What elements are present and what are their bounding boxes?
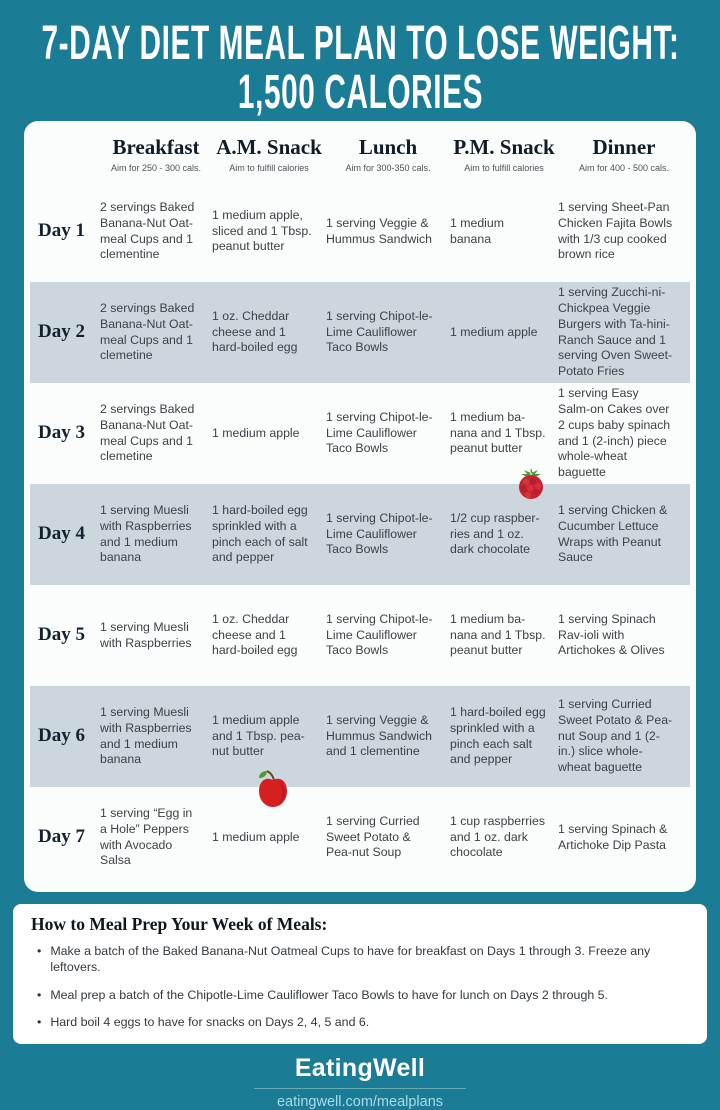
table-row: [24, 484, 696, 585]
breakfast-cell: 2 servings Baked Banana-Nut Oat-meal Cups and 1 clementine: [100, 200, 195, 262]
bullet-text: Meal prep a batch of the Chipotle-Lime Cauliflower Taco Bowls to have for lunch on Days 2 through 5.: [50, 987, 608, 1002]
footer-url: eatingwell.com/mealplans: [276, 1093, 444, 1110]
column-subtitle: Aim for 250 - 300 cals.: [110, 162, 202, 173]
am-snack-cell: 1 medium apple, sliced and 1 Tbsp. peanut butter: [212, 207, 312, 254]
meal-plan-table-card: [24, 121, 696, 892]
breakfast-cell: 2 servings Baked Banana-Nut Oat-meal Cups and 1 clemetine: [100, 301, 195, 363]
am-snack-cell: 1 medium apple: [212, 829, 300, 844]
column-subtitle: Aim to fulfill calories: [464, 162, 544, 173]
dinner-cell: 1 serving Curried Sweet Potato & Pea-nut Soup and 1 (2-in.) slice whole-wheat baguette: [558, 697, 673, 775]
column-label: P.M. Snack: [453, 134, 555, 159]
meal-prep-bullet: [37, 1014, 689, 1030]
dinner-cell: 1 serving Zucchi-ni-Chickpea Veggie Burgers with Ta-hini-Ranch Sauce and 1 serving Oven Sweet-Potato Fries: [558, 285, 673, 378]
pm-snack-cell: 1/2 cup raspber-ries and 1 oz. dark chocolate: [450, 510, 540, 557]
breakfast-cell: 1 serving “Egg in a Hole” Peppers with Avocado Salsa: [100, 806, 193, 868]
lunch-cell: 1 serving Chipot-le-Lime Cauliflower Taco Bowls: [326, 409, 433, 456]
day-label: Day 5: [38, 624, 85, 646]
breakfast-cell: 1 serving Muesli with Raspberries and 1 medium banana: [100, 503, 192, 565]
pm-snack-cell: 1 cup raspberries and 1 oz. dark chocolate: [450, 813, 546, 860]
meal-prep-bullet: [37, 943, 689, 976]
lunch-cell: 1 serving Chipot-le-Lime Cauliflower Taco Bowls: [326, 611, 433, 658]
meal-table-body: [24, 181, 696, 888]
bullet-text: Make a batch of the Baked Banana-Nut Oatmeal Cups to have for breakfast on Days 1 through 3. Freeze any leftovers.: [50, 944, 651, 975]
column-subtitle: Aim for 300-350 cals.: [345, 162, 431, 173]
column-header: [212, 135, 326, 173]
dinner-cell: 1 serving Spinach & Artichoke Dip Pasta: [558, 821, 668, 852]
dinner-cell: 1 serving Chicken & Cucumber Lettuce Wraps with Peanut Sauce: [558, 503, 668, 565]
meal-prep-title: How to Meal Prep Your Week of Meals:: [31, 914, 328, 934]
day-label: Day 4: [38, 523, 85, 545]
breakfast-cell: 1 serving Muesli with Raspberries and 1 medium banana: [100, 705, 192, 767]
pm-snack-cell: 1 medium apple: [450, 324, 538, 339]
column-header: [100, 135, 212, 173]
column-subtitle: Aim to fulfill calories: [229, 162, 309, 173]
lunch-cell: 1 serving Veggie & Hummus Sandwich and 1 clementine: [326, 712, 432, 759]
meal-prep-section: [13, 904, 707, 1044]
column-header: [450, 135, 558, 173]
eatingwell-logo: EatingWell: [294, 1053, 426, 1082]
footer-divider: [254, 1088, 466, 1089]
day-label: Day 6: [38, 725, 85, 747]
lunch-cell: 1 serving Veggie & Hummus Sandwich: [326, 215, 432, 246]
table-row: [24, 282, 696, 383]
column-label: Breakfast: [112, 134, 200, 159]
pm-snack-cell: 1 medium banana: [450, 215, 504, 246]
table-row: [24, 181, 696, 282]
am-snack-cell: 1 hard-boiled egg sprinkled with a pinch each of salt and pepper: [212, 503, 308, 565]
table-header-row: [24, 126, 696, 181]
am-snack-cell: 1 oz. Cheddar cheese and 1 hard-boiled egg: [212, 308, 298, 355]
am-snack-cell: 1 medium apple: [212, 425, 300, 440]
lunch-cell: 1 serving Curried Sweet Potato & Pea-nut Soup: [326, 813, 420, 860]
lunch-cell: 1 serving Chipot-le-Lime Cauliflower Taco Bowls: [326, 510, 433, 557]
table-row: [24, 787, 696, 888]
table-row: [24, 686, 696, 787]
title-block: [0, 0, 720, 121]
column-header: [326, 135, 450, 173]
breakfast-cell: 2 servings Baked Banana-Nut Oat-meal Cups and 1 clemetine: [100, 402, 195, 464]
page-title-line1: 7-DAY DIET MEAL PLAN TO LOSE WEIGHT:: [41, 17, 679, 70]
table-row: [24, 383, 696, 484]
bullet-text: Hard boil 4 eggs to have for snacks on Days 2, 4, 5 and 6.: [50, 1015, 370, 1030]
day-label: Day 3: [38, 422, 85, 444]
breakfast-cell: 1 serving Muesli with Raspberries: [100, 619, 192, 650]
bullet-dot: •: [37, 944, 42, 958]
pm-snack-cell: 1 medium ba-nana and 1 Tbsp. peanut butter: [450, 409, 546, 456]
table-row: [24, 585, 696, 686]
am-snack-cell: 1 medium apple and 1 Tbsp. pea-nut butter: [212, 712, 305, 759]
page-title-line2: 1,500 CALORIES: [237, 65, 483, 119]
day-label: Day 2: [38, 321, 85, 343]
day-label: Day 7: [38, 826, 85, 848]
day-label: Day 1: [38, 220, 85, 242]
dinner-cell: 1 serving Sheet-Pan Chicken Fajita Bowls with 1/3 cup cooked brown rice: [558, 200, 673, 262]
lunch-cell: 1 serving Chipot-le-Lime Cauliflower Taco Bowls: [326, 308, 433, 355]
bullet-dot: •: [37, 987, 42, 1002]
column-label: Dinner: [592, 134, 656, 159]
column-header: [558, 135, 690, 173]
pm-snack-cell: 1 hard-boiled egg sprinkled with a pinch each salt and pepper: [450, 705, 546, 767]
meal-prep-bullet: [37, 987, 689, 1003]
dinner-cell: 1 serving Spinach Rav-ioli with Artichokes & Olives: [558, 611, 665, 658]
column-label: A.M. Snack: [216, 134, 322, 159]
bullet-dot: •: [37, 1015, 42, 1030]
meal-prep-list: [31, 943, 689, 1031]
page-title: [41, 17, 679, 119]
footer: [0, 1054, 720, 1110]
dinner-cell: 1 serving Easy Salm-on Cakes over 2 cups baby spinach and 1 (2-inch) piece whole-wheat baguette: [558, 386, 671, 479]
column-subtitle: Aim for 400 - 500 cals.: [578, 162, 670, 173]
column-label: Lunch: [358, 134, 418, 159]
pm-snack-cell: 1 medium ba-nana and 1 Tbsp. peanut butter: [450, 611, 546, 658]
am-snack-cell: 1 oz. Cheddar cheese and 1 hard-boiled egg: [212, 611, 298, 658]
